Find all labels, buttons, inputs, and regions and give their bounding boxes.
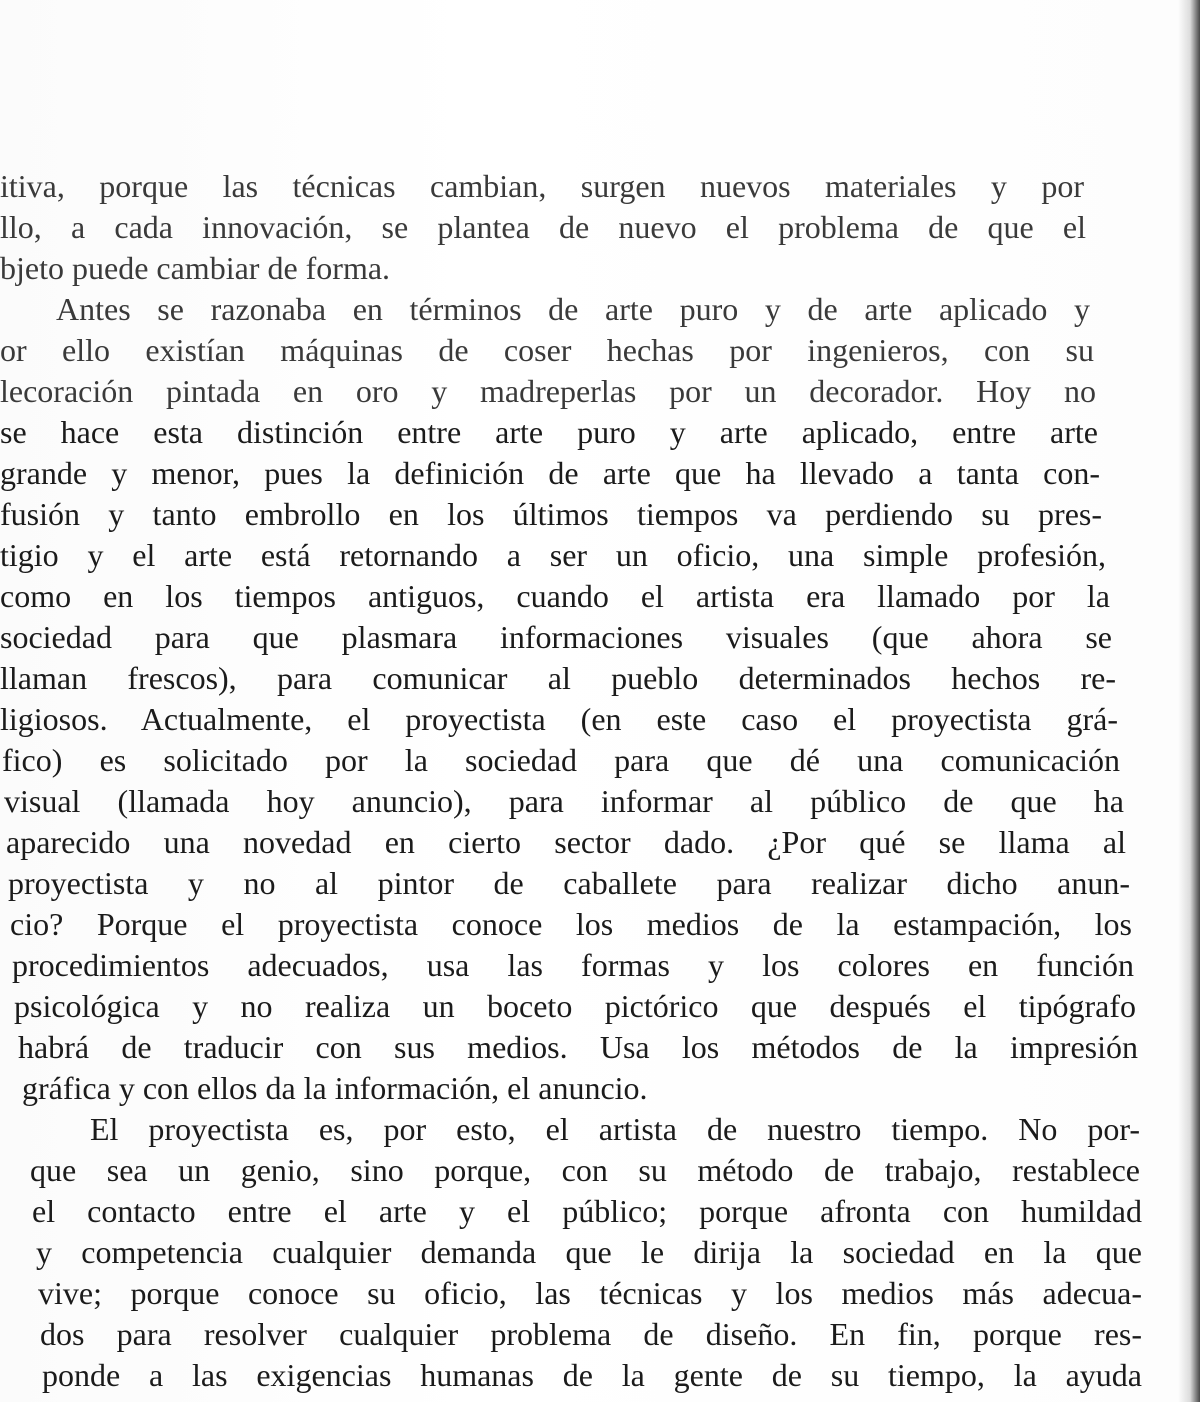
text-line: ligiosos. Actualmente, el proyectista (en este caso el proyectista grá-	[0, 701, 1118, 737]
text-line: itiva, porque las técnicas cambian, surgen nuevos materiales y por	[0, 168, 1084, 204]
text-line: sociedad para que plasmara informaciones visuales (que ahora se	[0, 619, 1112, 655]
text-line: gráfica y con ellos da la información, el anuncio.	[22, 1070, 648, 1106]
text-line: ponde a las exigencias humanas de la gente de su tiempo, la ayuda	[42, 1357, 1142, 1393]
text-line: El proyectista es, por esto, el artista de nuestro tiempo. No por-	[90, 1111, 1140, 1147]
text-line: cio? Porque el proyectista conoce los medios de la estampación, los	[10, 906, 1132, 942]
text-line: procedimientos adecuados, usa las formas y los colores en función	[12, 947, 1134, 983]
text-line: Antes se razonaba en términos de arte puro y de arte aplicado y	[56, 291, 1090, 327]
text-line: grande y menor, pues la definición de arte que ha llevado a tanta con-	[0, 455, 1100, 491]
text-line: fusión y tanto embrollo en los últimos tiempos va perdiendo su pres-	[0, 496, 1102, 532]
text-line: fico) es solicitado por la sociedad para que dé una comunicación	[2, 742, 1120, 778]
text-line: como en los tiempos antiguos, cuando el artista era llamado por la	[0, 578, 1110, 614]
text-line: bjeto puede cambiar de forma.	[0, 250, 391, 286]
text-line: visual (llamada hoy anuncio), para informar al público de que ha	[4, 783, 1124, 819]
text-line: y competencia cualquier demanda que le dirija la sociedad en la que	[36, 1234, 1142, 1270]
text-line: aparecido una novedad en cierto sector dado. ¿Por qué se llama al	[6, 824, 1126, 860]
text-line: proyectista y no al pintor de caballete para realizar dicho anun-	[8, 865, 1130, 901]
text-line: se hace esta distinción entre arte puro y arte aplicado, entre arte	[0, 414, 1098, 450]
text-line: habrá de traducir con sus medios. Usa los métodos de la impresión	[18, 1029, 1138, 1065]
text-line: lecoración pintada en oro y madreperlas por un decorador. Hoy no	[0, 373, 1096, 409]
text-line: tigio y el arte está retornando a ser un oficio, una simple profesión,	[0, 537, 1106, 573]
text-line: llo, a cada innovación, se plantea de nuevo el problema de que el	[0, 209, 1086, 245]
page-edge-shadow	[1178, 0, 1200, 1402]
text-line: dos para resolver cualquier problema de diseño. En fin, porque res-	[40, 1316, 1142, 1352]
text-line: el contacto entre el arte y el público; porque afronta con humildad	[32, 1193, 1142, 1229]
text-line: llaman frescos), para comunicar al pueblo determinados hechos re-	[0, 660, 1116, 696]
text-line: or ello existían máquinas de coser hechas por ingenieros, con su	[0, 332, 1094, 368]
text-line: vive; porque conoce su oficio, las técnicas y los medios más adecua-	[38, 1275, 1142, 1311]
text-line: que sea un genio, sino porque, con su método de trabajo, restablece	[30, 1152, 1140, 1188]
text-line: psicológica y no realiza un boceto pictórico que después el tipógrafo	[14, 988, 1136, 1024]
